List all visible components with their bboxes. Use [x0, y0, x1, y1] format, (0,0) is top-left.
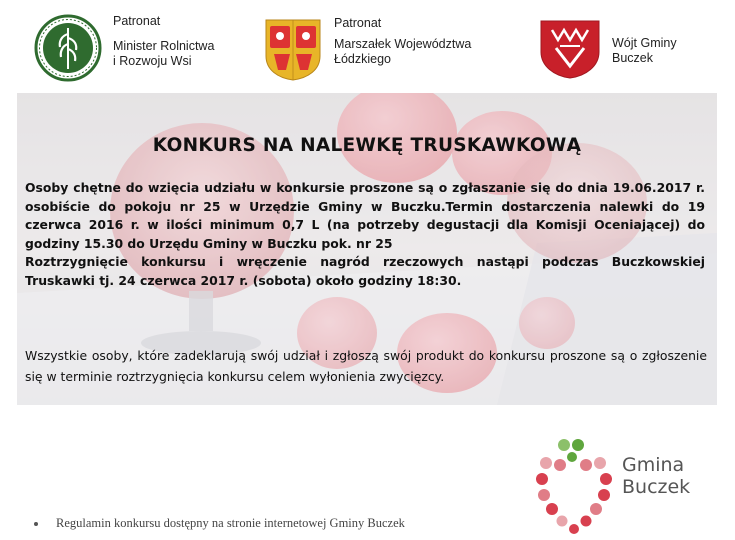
patron-role: Patronat: [113, 14, 161, 28]
patron-marszalek: [262, 16, 471, 82]
regulamin-list-item: [34, 516, 405, 531]
buczek-coat-of-arms-icon: [538, 18, 602, 80]
patron-name-line: Marszałek Województwa: [334, 37, 472, 51]
gmina-buczek-logo-icon: [534, 435, 618, 535]
patron-name-line: Łódzkiego: [334, 52, 391, 66]
patron-name-line: Wójt Gminy: [612, 36, 677, 50]
gmina-logo-line: Gmina: [622, 454, 685, 476]
lodzkie-coat-of-arms-icon: [262, 16, 324, 82]
patron-name-line: Buczek: [612, 51, 653, 65]
patron-wojt: [538, 18, 677, 80]
patron-wojt-text: [612, 36, 677, 66]
regulamin-text: Regulamin konkursu dostępny na stronie internetowej Gminy Buczek: [56, 516, 405, 530]
patron-name-line: i Rozwoju Wsi: [113, 54, 192, 68]
contest-banner: [17, 93, 717, 405]
gmina-logo-text: [622, 454, 690, 498]
patron-marszalek-text: [334, 16, 471, 67]
banner-body-paragraph: Osoby chętne do wzięcia udziału w konkursie proszone są o zgłaszanie się do dnia 19.06.2017 r. osobiście do pokoju nr 25 w Urzędzie Gminy w Buczku.Termin dostarczenia nalewki do 19 czerwca 2016 r. w ilości minimum 0,7 L (na potrzeby degustacji dla Komisji Oceniającej) do godziny 15.30 do Urzędu Gminy w Buczku pok. nr 25: [25, 180, 705, 251]
ministry-seal-icon: [33, 14, 103, 82]
banner-body: [25, 179, 705, 291]
patron-name-line: Minister Rolnictwa: [113, 39, 215, 53]
banner-body-paragraph: Roztrzygnięcie konkursu i wręczenie nagród rzeczowych nastąpi podczas Buczkowskiej Truskawki tj. 24 czerwca 2017 r. (sobota) około godziny 18:30.: [25, 254, 705, 288]
patron-minister: [33, 14, 214, 82]
gmina-logo-line: Buczek: [622, 476, 691, 498]
patron-role: Patronat: [334, 16, 382, 30]
banner-note: Wszystkie osoby, które zadeklarują swój udział i zgłoszą swój produkt do konkursu proszone są o zgłoszenie się w terminie roztrzygnięcia konkursu celem wyłonienia zwycięzcy.: [25, 348, 707, 384]
bullet-icon: [34, 522, 38, 526]
banner-title: KONKURS NA NALEWKĘ TRUSKAWKOWĄ: [152, 135, 582, 156]
patron-minister-text: [113, 14, 214, 69]
patrons-header: [0, 0, 735, 92]
